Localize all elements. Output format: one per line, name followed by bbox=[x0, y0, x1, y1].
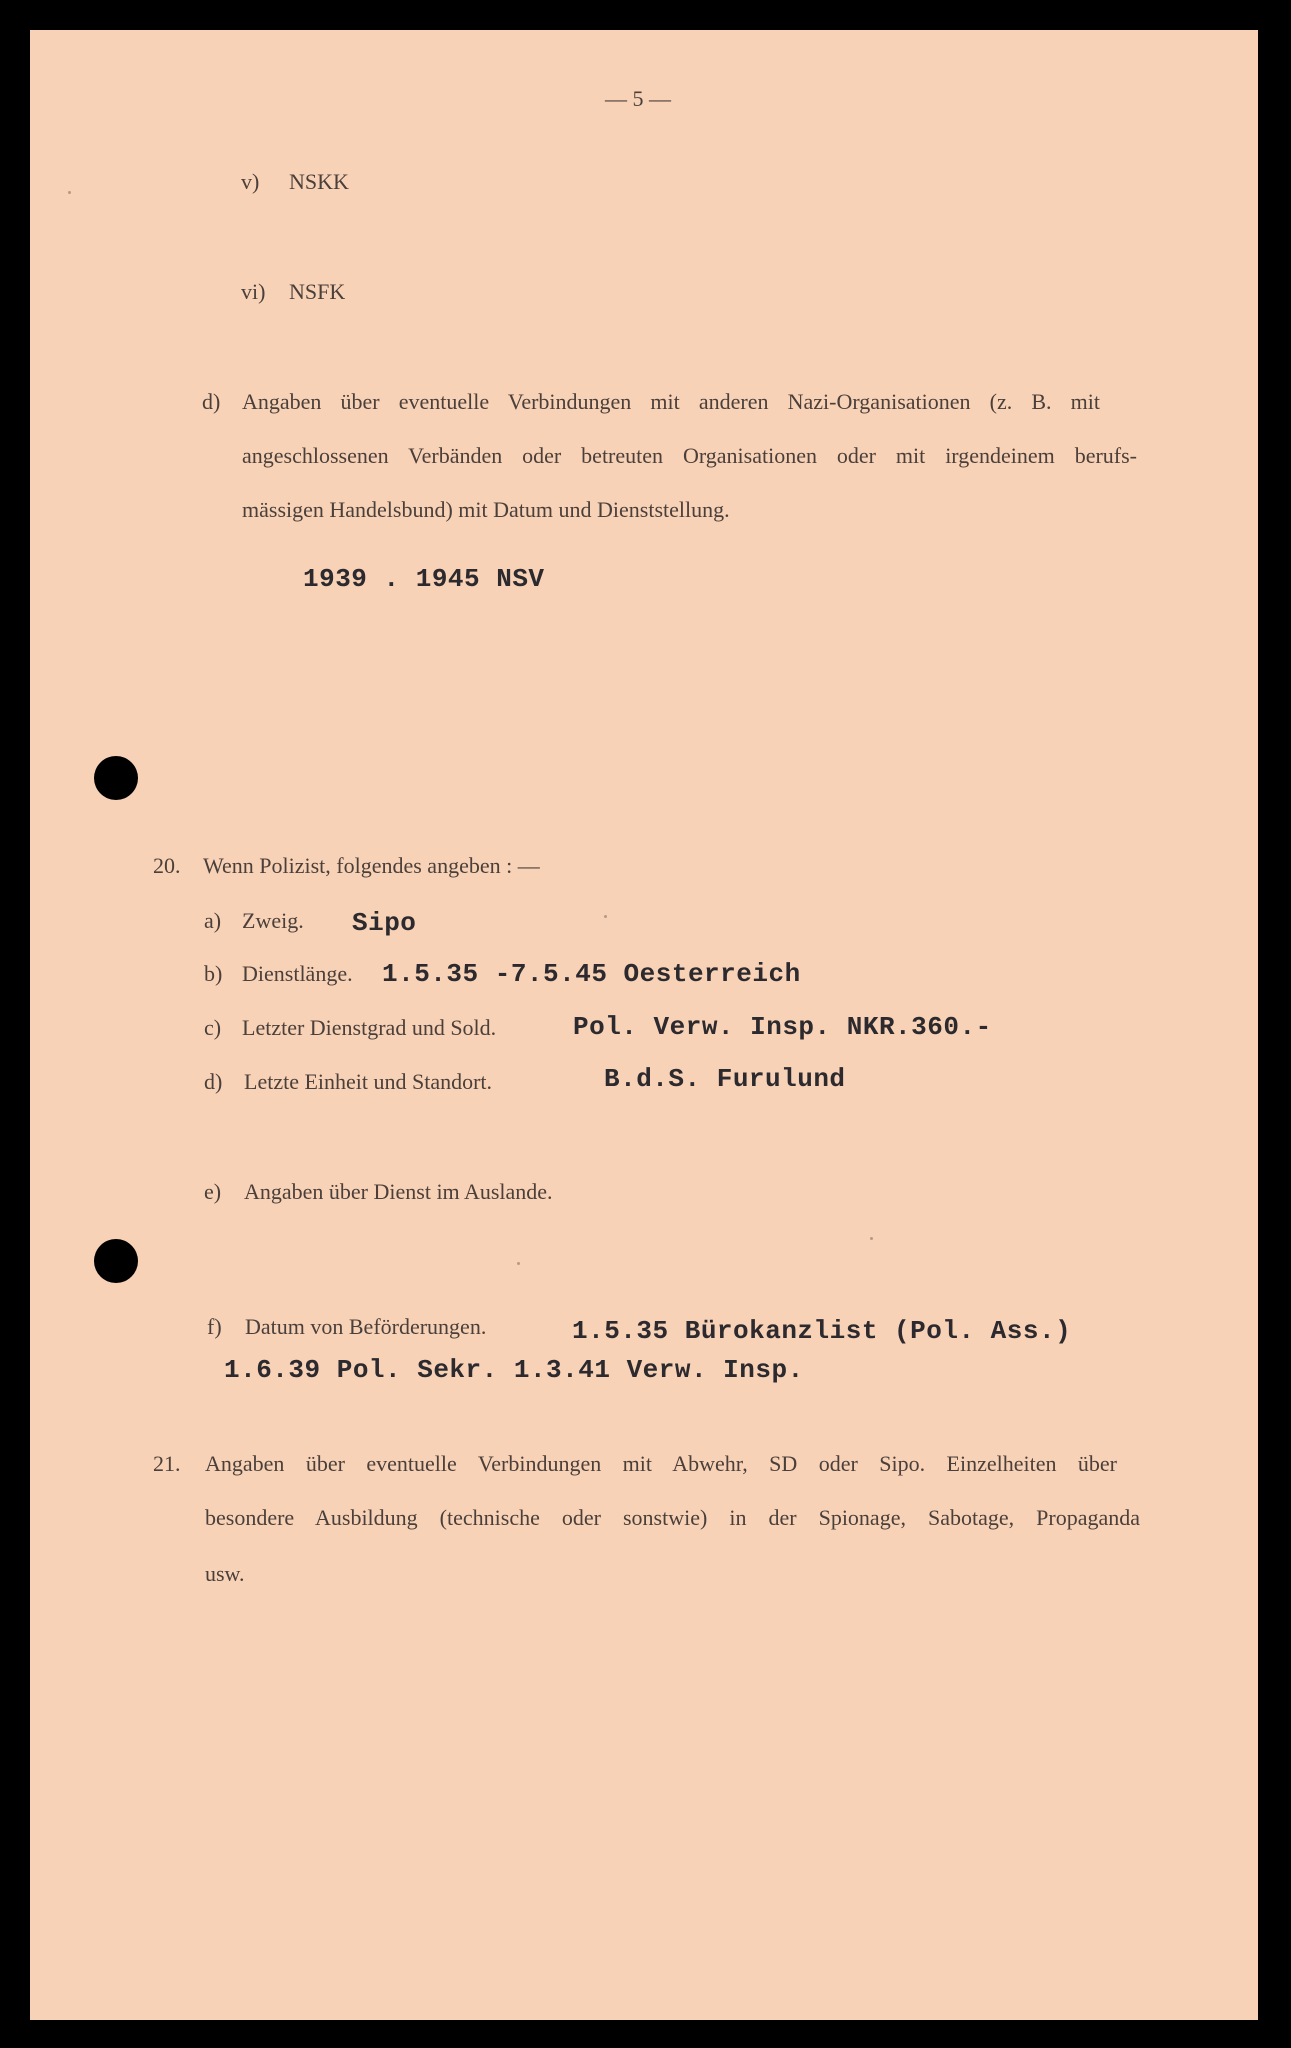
item-20b-answer: 1.5.35 -7.5.45 Oesterreich bbox=[382, 959, 801, 989]
punch-hole-upper bbox=[94, 756, 138, 800]
item-20d-text: Letzte Einheit und Standort. bbox=[244, 1069, 493, 1094]
item-20e-text: Angaben über Dienst im Auslande. bbox=[244, 1179, 553, 1204]
question-20-intro: Wenn Polizist, folgendes angeben : — bbox=[203, 853, 540, 878]
item-19d-label: d) bbox=[202, 389, 221, 414]
paper-speck bbox=[517, 1262, 520, 1265]
question-21-line3: usw. bbox=[205, 1561, 245, 1586]
item-19d-line3: mässigen Handelsbund) mit Datum und Dienststellung. bbox=[242, 497, 730, 522]
item-20d-answer: B.d.S. Furulund bbox=[604, 1064, 846, 1094]
item-20b-label: b) bbox=[204, 961, 223, 986]
question-21-line1: Angaben über eventuelle Verbindungen mit Abwehr, SD oder Sipo. Einzelheiten über bbox=[205, 1451, 1117, 1476]
question-21-line2: besondere Ausbildung (technische oder sonstwie) in der Spionage, Sabotage, Propaganda bbox=[205, 1505, 1140, 1530]
question-21-number: 21. bbox=[153, 1451, 181, 1476]
item-20f-answer-line2: 1.6.39 Pol. Sekr. 1.3.41 Verw. Insp. bbox=[224, 1355, 804, 1385]
item-20f-answer-line1: 1.5.35 Bürokanzlist (Pol. Ass.) bbox=[572, 1316, 1072, 1346]
item-20e-label: e) bbox=[204, 1179, 222, 1204]
item-20c-answer: Pol. Verw. Insp. NKR.360.- bbox=[573, 1012, 992, 1042]
question-20-number: 20. bbox=[153, 853, 181, 878]
item-vi-label: vi) bbox=[241, 279, 266, 304]
item-vi-text: NSFK bbox=[289, 279, 346, 304]
item-20a-label: a) bbox=[204, 908, 222, 933]
page-number: — 5 — bbox=[605, 86, 671, 111]
punch-hole-lower bbox=[94, 1239, 138, 1283]
item-20a-answer: Sipo bbox=[352, 908, 417, 938]
item-20a-text: Zweig. bbox=[242, 908, 304, 933]
item-20c-label: c) bbox=[204, 1015, 222, 1040]
item-19d-answer: 1939 . 1945 NSV bbox=[303, 564, 545, 594]
item-20c-text: Letzter Dienstgrad und Sold. bbox=[242, 1015, 497, 1040]
paper-speck bbox=[604, 915, 607, 918]
item-v-text: NSKK bbox=[289, 169, 349, 194]
item-20f-text: Datum von Beförderungen. bbox=[245, 1314, 487, 1339]
item-20d-label: d) bbox=[204, 1069, 223, 1094]
item-20f-label: f) bbox=[207, 1314, 222, 1339]
item-19d-line1: Angaben über eventuelle Verbindungen mit anderen Nazi-Organisationen (z. B. mit bbox=[242, 389, 1100, 414]
item-19d-line2: angeschlossenen Verbänden oder betreuten Organisationen oder mit irgendeinem berufs- bbox=[242, 443, 1137, 468]
item-v-label: v) bbox=[241, 169, 260, 194]
paper-speck bbox=[870, 1237, 873, 1240]
item-20b-text: Dienstlänge. bbox=[242, 961, 353, 986]
paper-speck bbox=[68, 191, 71, 194]
